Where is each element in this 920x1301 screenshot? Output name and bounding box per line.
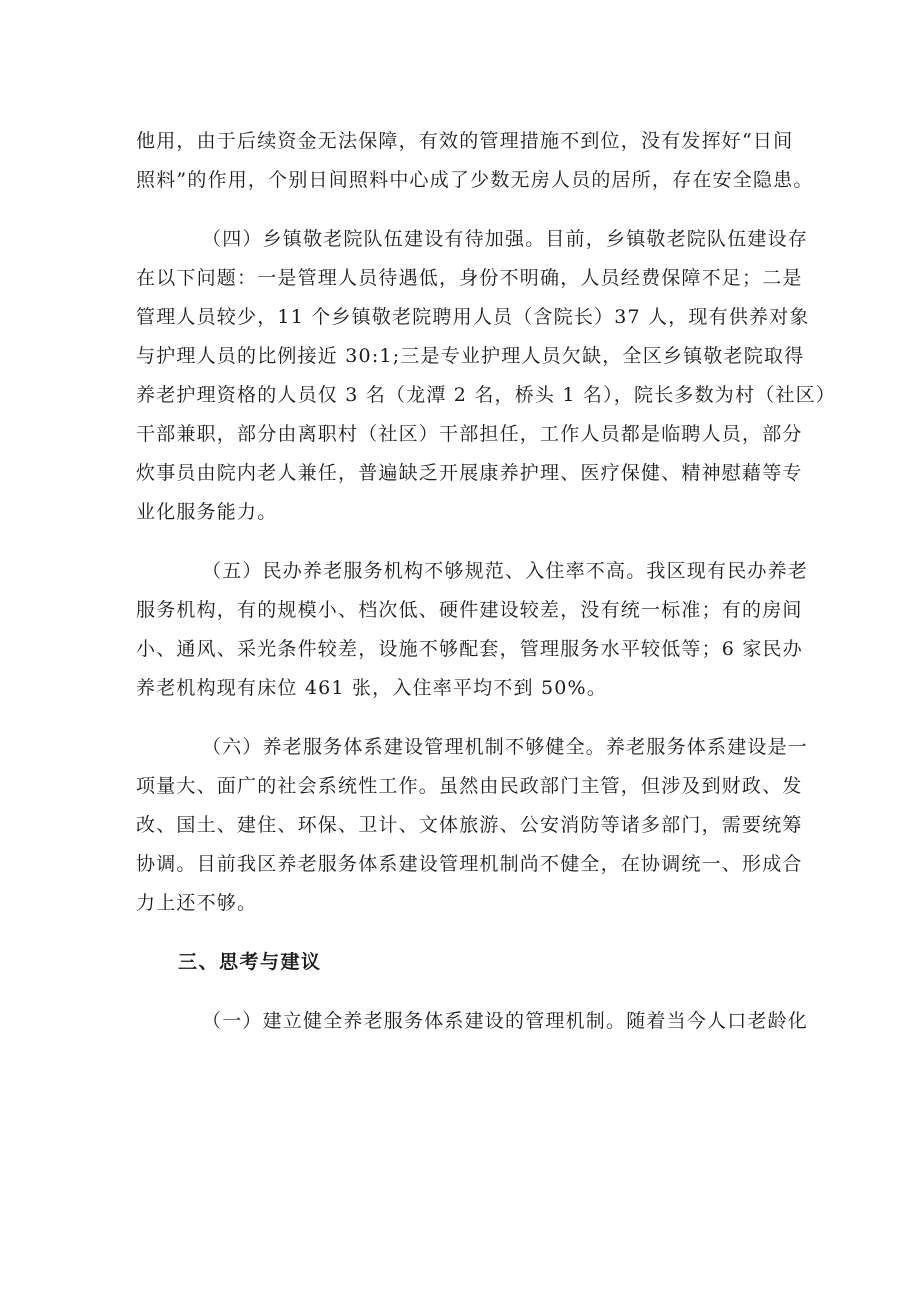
text-line: 在以下问题：一是管理人员待遇低，身份不明确，人员经费保障不足；二是: [136, 267, 803, 289]
text-line: 改、国土、建住、环保、卫计、文体旅游、公安消防等诸多部门，需要统筹: [136, 814, 803, 836]
text-line: 照料”的作用，个别日间照料中心成了少数无房人员的居所，存在安全隐患。: [136, 169, 814, 191]
text-line: 干部兼职，部分由离职村（社区）干部担任，工作人员都是临聘人员，部分: [136, 423, 803, 445]
section-heading: 三、思考与建议: [178, 951, 322, 973]
paragraph-establish-mechanism: [136, 1002, 809, 1041]
text-line: 养老机构现有床位 461 张，入住率平均不到 50%。: [136, 677, 608, 699]
text-line: （四）乡镇敬老院队伍建设有待加强。目前，乡镇敬老院队伍建设存: [202, 228, 809, 250]
text-line: 他用，由于后续资金无法保障，有效的管理措施不到位，没有发挥好“日间: [136, 130, 794, 152]
text-line: （五）民办养老服务机构不够规范、入住率不高。我区现有民办养老: [202, 560, 809, 582]
document-page: [136, 122, 837, 1041]
text-line: 与护理人员的比例接近 30:1;三是专业护理人员欠缺，全区乡镇敬老院取得: [136, 345, 805, 367]
text-line: 业化服务能力。: [136, 501, 278, 523]
text-line: （一）建立健全养老服务体系建设的管理机制。随着当今人口老龄化: [202, 1010, 809, 1032]
paragraph-management-mechanism: [136, 728, 809, 923]
text-line: 炊事员由院内老人兼任，普遍缺乏开展康养护理、医疗保健、精神慰藉等专: [136, 462, 803, 484]
paragraph-nursing-home-staff: [136, 220, 837, 532]
paragraph-day-care: [136, 122, 814, 200]
text-line: 项量大、面广的社会系统性工作。虽然由民政部门主管，但涉及到财政、发: [136, 775, 803, 797]
text-line: 协调。目前我区养老服务体系建设管理机制尚不健全，在协调统一、形成合: [136, 853, 803, 875]
text-line: （六）养老服务体系建设管理机制不够健全。养老服务体系建设是一: [202, 736, 809, 758]
text-line: 服务机构，有的规模小、档次低、硬件建设较差，没有统一标准；有的房间: [136, 599, 803, 621]
text-line: 小、通风、采光条件较差，设施不够配套，管理服务水平较低等；6 家民办: [136, 638, 803, 660]
text-line: 管理人员较少，11 个乡镇敬老院聘用人员（含院长）37 人，现有供养对象: [136, 306, 810, 328]
text-line: 力上还不够。: [136, 892, 258, 914]
text-line: 养老护理资格的人员仅 3 名（龙潭 2 名，桥头 1 名），院长多数为村（社区）: [136, 384, 837, 406]
paragraph-private-institutions: [136, 552, 809, 708]
